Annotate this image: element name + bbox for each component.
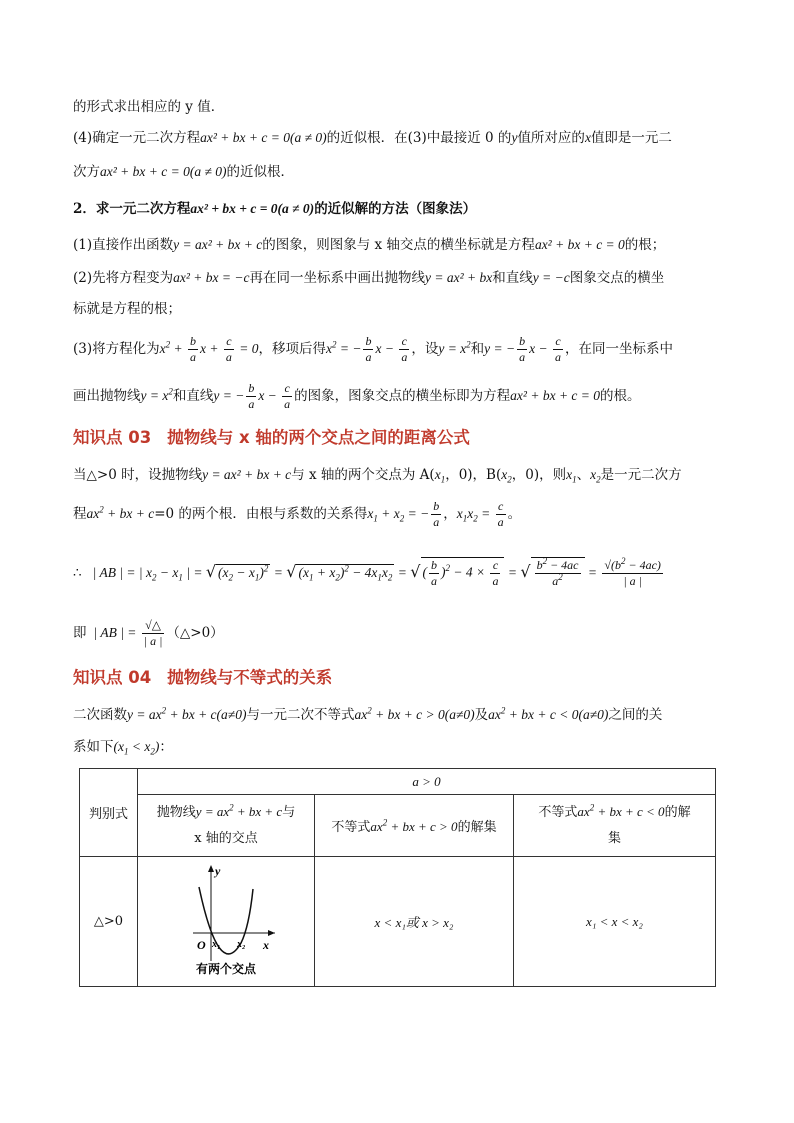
row-solution-gt: x < x₁或 x > x₂	[315, 857, 514, 987]
header-parabola-intersections: 抛物线$y = ax^2$ + bx + c与 x 轴的交点	[138, 795, 315, 857]
equation: ax² + bx + c = 0(a ≠ 0)	[190, 201, 315, 216]
equation: y = ax² + bx	[424, 270, 493, 285]
equation: ax² + bx + c = 0	[510, 388, 601, 403]
fraction-c-over-a: $\frac{c}{a}$	[225, 334, 232, 364]
text: 是一元二次方	[600, 467, 682, 483]
text: 集	[607, 831, 621, 846]
text: =0 的两个根．由根与系数的关系得	[154, 506, 368, 522]
text: 程	[73, 506, 87, 522]
x1-label: x₁	[212, 938, 221, 950]
text-line-y-value	[73, 97, 224, 117]
x-axis-label: x	[263, 937, 269, 952]
text: (1)直接作出函数	[73, 237, 174, 253]
header-inequality-lt: 不等式$ax^2$ + bx + c < 0的解 集	[514, 795, 716, 857]
origin-label: O	[197, 937, 206, 952]
equation: ax² + bx + c = 0	[534, 237, 625, 252]
text: （△>0）	[166, 625, 224, 641]
row-discriminant-positive: △>0	[80, 857, 138, 987]
text: ，在同一坐标系中	[565, 341, 673, 357]
x-axis-arrow	[268, 930, 275, 936]
parabola-graph	[171, 861, 281, 979]
text: (2)先将方程变为	[73, 270, 174, 286]
text: ，0)，则	[511, 467, 567, 483]
x2-label: x₂	[237, 938, 246, 950]
text: 与一元二次不等式	[246, 707, 355, 723]
graph-caption: 有两个交点	[195, 961, 257, 976]
section-2-item-3-line2: 画出抛物线$y = x^2$和直线y = − $\frac{b}{a}$ x − $\frac{c}{a}$ 的图象，图象交点的横坐标即为方程ax² + bx + c = 0的根。	[73, 381, 641, 411]
text: 的根；	[624, 237, 666, 253]
text: ，	[443, 506, 457, 522]
knowledge-point-04-heading	[73, 667, 332, 689]
fraction-b-over-a: $\frac{b}{a}$	[365, 334, 372, 364]
fraction-b-over-a: $\frac{b}{a}$	[248, 381, 255, 411]
fraction-final: $\frac{√(b^2 - 4ac)}{| a |}$	[604, 556, 661, 588]
text: x 轴的交点	[194, 831, 258, 846]
text: 不等式	[538, 805, 578, 820]
text: 值所对应的	[517, 130, 585, 146]
fraction-b-over-a: $\frac{b}{a}$	[433, 499, 440, 529]
kp-title: 抛物线与不等式的关系	[167, 668, 333, 687]
kp04-line1: 二次函数$y = ax^2$ + bx + c(a≠0)与一元二次不等式$ax^2$ + bx + c > 0(a≠0)及$ax^2$ + bx + c < 0(a≠0)之间的关	[73, 705, 663, 723]
section-2-item-3-line1: (3)将方程化为$x^2$ + $\frac{b}{a}$ x + $\frac{c}{a}$ = 0，移项后得$x^2$ = − $\frac{b}{a}$ x − $\frac{c}{a}$ ，设$y = x^2$和y = − $\frac{b}{a}$ x − $\frac{c}{a}$ ，在同一坐标系中	[73, 334, 673, 364]
text: 次方	[73, 164, 100, 180]
kp-number: 知识点 03	[73, 428, 152, 447]
text: 和	[470, 341, 485, 357]
section-2-item-2-line1	[73, 268, 664, 288]
text: 不等式	[331, 820, 371, 835]
text: ，设	[411, 341, 439, 357]
fraction-b-over-a: $\frac{b}{a}$	[190, 334, 196, 364]
y-axis-arrow	[208, 865, 214, 872]
text: 的近似根．	[226, 164, 295, 180]
equation: y = ax² + bx + c	[202, 467, 292, 482]
inequality-table	[79, 768, 716, 987]
text: 2．求一元二次方程	[73, 201, 191, 217]
header-discriminant: 判别式	[80, 769, 138, 857]
text: 。	[507, 506, 522, 522]
text: 和直线	[492, 270, 533, 286]
text: 的图象，则图象与 x 轴交点的横坐标就是方程	[262, 237, 535, 253]
text: 的近似根．在(3)中最接近 0 的	[326, 130, 512, 146]
y-axis-label: y	[215, 863, 221, 878]
equation: ax² + bx + c = 0(a ≠ 0)	[200, 130, 327, 145]
text: 即	[73, 625, 87, 641]
text: 和直线	[172, 388, 214, 404]
fraction-c-over-a: $\frac{c}{a}$	[401, 334, 408, 364]
text: 、	[576, 467, 591, 483]
kp04-line2: 系如下$(x_1 < x_2)$：	[73, 739, 173, 757]
header-a-positive: a > 0	[138, 769, 716, 795]
var: x	[584, 130, 591, 145]
text: 系如下	[73, 739, 114, 755]
equation: ax² + bx + c = 0(a ≠ 0)	[100, 164, 227, 179]
equation: y = −c	[532, 270, 570, 285]
kp03-distance-formula: ∴ | AB | = | $x_2 - x_1$ | = √ $(x_2 - x_1)^2$ = √ $(x_1 + x_2)^2 - 4x_1x_2$ = √ ( $\frac{b}{a}$ )$^2$ − 4 × $\frac{c}{a}$ = √ $\frac{b^2 - 4ac}{a^2}$ = $\frac{√(b^2 - 4ac)}{| a |}$	[73, 556, 661, 589]
text: 的解	[664, 805, 691, 820]
text: 的形式求出相应的 y 值．	[73, 99, 225, 115]
equation: ax² + bx = −c	[173, 270, 250, 285]
text: 之间的关	[608, 707, 663, 723]
text: 值即是一元二	[590, 130, 672, 146]
text: 图象交点的横坐	[569, 270, 665, 286]
fraction-c-over-a: $\frac{c}{a}$	[284, 381, 291, 411]
section-2-title	[73, 199, 476, 219]
text: 标就是方程的根；	[73, 301, 181, 317]
kp-title: 抛物线与 x 轴的两个交点之间的距离公式	[167, 428, 470, 447]
fraction-sqrt-delta-over-abs-a: $\frac{√\triangle}{| a |}$	[143, 618, 163, 648]
var: y	[511, 130, 518, 145]
section-2-item-2-line2	[73, 299, 181, 319]
text: 画出抛物线	[73, 388, 141, 404]
text: 抛物线	[156, 805, 196, 820]
header-inequality-gt: 不等式$ax^2$ + bx + c > 0的解集	[315, 795, 514, 857]
text: 与	[282, 805, 296, 820]
row-solution-lt: x₁ < x < x₂	[514, 857, 716, 987]
row-graph-cell	[138, 857, 315, 987]
therefore-symbol: ∴	[73, 565, 82, 581]
paragraph-4-line2	[73, 162, 294, 182]
text: 及	[474, 707, 489, 723]
equation: y = ax² + bx + c	[173, 237, 263, 252]
section-2-item-1	[73, 235, 665, 255]
text: 当△>0 时，设抛物线	[73, 467, 203, 483]
kp-number: 知识点 04	[73, 668, 152, 687]
text: 的近似解的方法（图象法）	[314, 201, 477, 217]
text: 的根。	[600, 388, 641, 404]
text: (4)确定一元二次方程	[73, 130, 201, 146]
kp03-conclusion: 即 | AB | = $\frac{√\triangle}{| a |}$ （△>0）	[73, 618, 224, 648]
paragraph-4-line1	[73, 128, 672, 148]
fraction-b-over-a: $\frac{b}{a}$	[519, 334, 526, 364]
fraction-c-over-a: $\frac{c}{a}$	[555, 334, 561, 364]
text: (3)将方程化为	[73, 341, 160, 357]
text: 与 x 轴的两个交点为 A(	[291, 467, 435, 483]
fraction-c-over-a: $\frac{c}{a}$	[497, 499, 504, 529]
text: 的解集	[457, 820, 497, 835]
kp03-line2: 程$ax^2$ + bx + c=0 的两个根．由根与系数的关系得$x_1 + x_2$ = − $\frac{b}{a}$ ，$x_1x_2$ = $\frac{c}{a}$ 。	[73, 499, 522, 529]
text: ，0)，B(	[445, 467, 502, 483]
kp03-line1: 当△>0 时，设抛物线y = ax² + bx + c与 x 轴的两个交点为 $A(x_1$，0)，$B(x_2$，0)，则$x_1$、$x_2$是一元二次方	[73, 467, 682, 485]
text: 二次函数	[73, 707, 127, 723]
text: 的图象，图象交点的横坐标即为方程	[294, 388, 511, 404]
text: 再在同一坐标系中画出抛物线	[249, 270, 425, 286]
knowledge-point-03-heading	[73, 427, 470, 449]
text: ，移项后得	[258, 341, 326, 357]
